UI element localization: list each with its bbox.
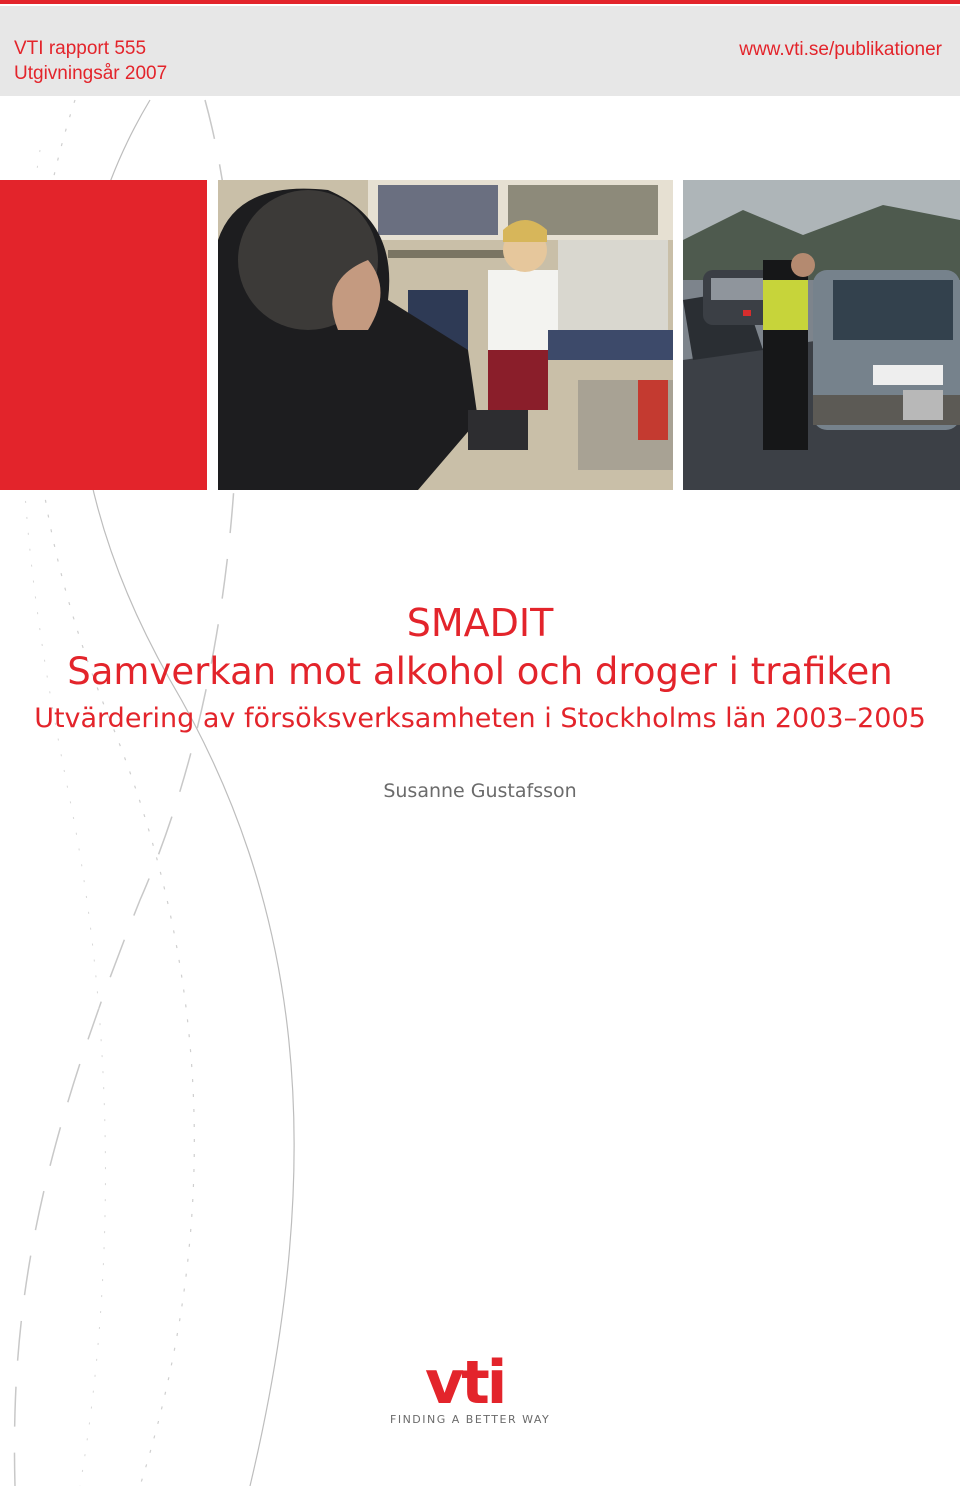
report-acronym: SMADIT [406,601,554,645]
author-name: Susanne Gustafsson [383,780,577,802]
report-info [14,36,167,86]
vti-wordmark-logo [425,1345,515,1407]
publication-year: Utgivningsår 2007 [14,63,168,84]
header-band [0,6,960,96]
top-accent-bar [0,0,960,4]
logo-tagline: FINDING A BETTER WAY [390,1413,551,1426]
vti-logo [390,1345,550,1426]
report-subtitle: Utvärdering av försöksverksamheten i Stockholms län 2003–2005 [34,703,926,734]
report-title: Samverkan mot alkohol och droger i trafiken [67,650,893,693]
photo-medical-consultation [218,180,673,490]
red-accent-block [0,180,207,490]
photo-police-checkpoint [683,180,960,490]
publications-url[interactable]: www.vti.se/publikationer [739,39,942,60]
title-block [0,600,960,740]
svg-text:vti: vti [425,1348,505,1407]
report-number: VTI rapport 555 [14,38,147,59]
